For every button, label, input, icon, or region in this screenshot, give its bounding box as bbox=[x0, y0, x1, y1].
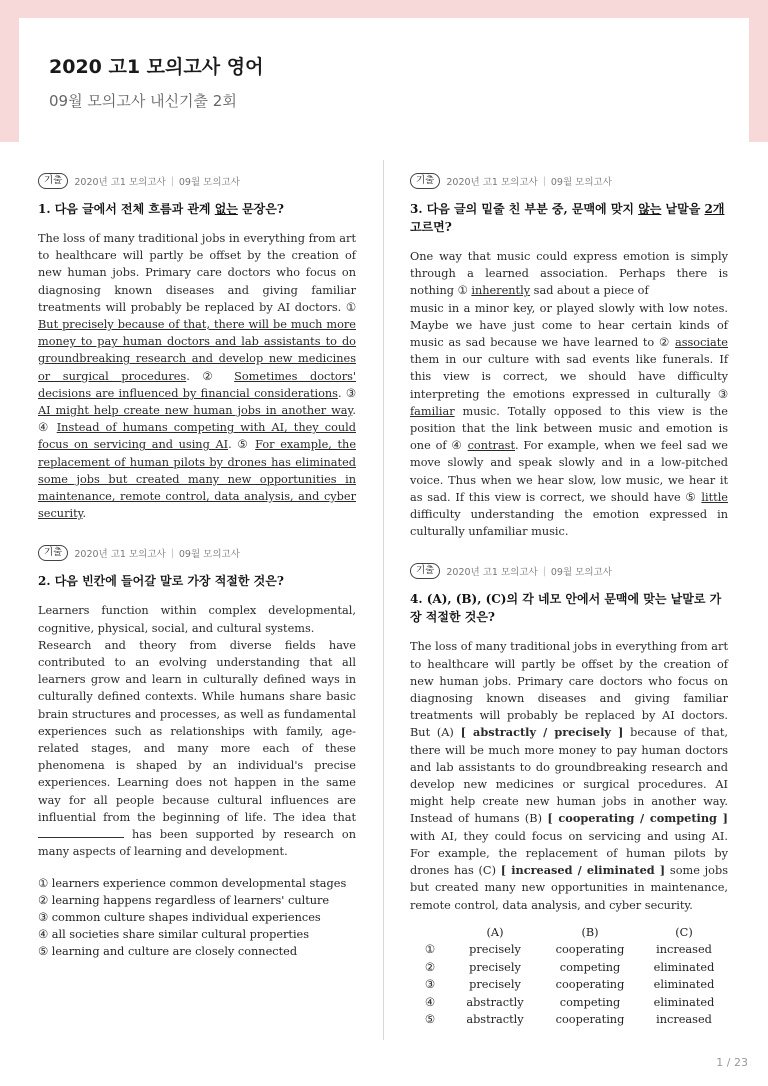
source-month: 09월 모의고사 bbox=[550, 177, 612, 188]
question-2-choices bbox=[38, 875, 356, 961]
question-3-passage: One way that music could express emotion is simply through a learned association. Perhaps there is nothing ① inherently sad about a piece of music in a minor key, or played slowly with low notes. Maybe we have just come to hear certain kinds of music as sad because we have learned to ② associate them in our culture with sad events like funerals. If this view is correct, we should have difficulty interpreting the emotions expressed in culturally ③ familiar music. Totally opposed to this view is the position that the link between music and emotion is one of ④ contrast. For example, when we feel sad we move slowly and speak slowly and in a low-pitched voice. Thus when we hear slow, low music, we hear it as sad. If this view is correct, we should have ⑤ little difficulty understanding the emotion expressed in culturally unfamiliar music. bbox=[410, 250, 728, 539]
question-4-passage: The loss of many traditional jobs in everything from art to healthcare will partly be offset by the creation of new human jobs. Primary care doctors who focus on diagnosing known diseases and giving familiar treatments will probably be replaced by AI doctors. But (A) [ abstractly / precisely ] because of that, there will be much more money to pay human doctors and lab assistants to do groundbreaking research and develop new medicines or surgical procedures. AI might help create new human jobs in another way. Instead of humans (B) [ cooperating / competing ] with AI, they could focus on servicing and using AI. For example, the replacement of human pilots by drones has (C) [ increased / eliminated ] some jobs but created many new opportunities in maintenance, remote control, data analysis, and cyber security. bbox=[410, 640, 728, 912]
answer-row[interactable]: ⑤ abstractly cooperating increased bbox=[424, 1013, 712, 1027]
source-year: 2020년 고1 모의고사 bbox=[446, 567, 538, 579]
left-column bbox=[38, 172, 356, 961]
answer-table bbox=[410, 924, 728, 1029]
question-1-title: 1. 다음 글에서 전체 흐름과 관계 없는 문장은? bbox=[38, 202, 284, 216]
answer-row[interactable]: ④ abstractly competing eliminated bbox=[424, 995, 715, 1009]
source-tag: 기출 bbox=[410, 173, 440, 189]
answer-row[interactable]: ① precisely cooperating increased bbox=[424, 943, 712, 957]
question-2-passage: Learners function within complex developmental, cognitive, physical, social, and cultural systems. Research and theory from diverse fields have contributed to an evolving understanding that all learners grow and learn in culturally defined ways in culturally defined contexts. While humans share basic brain structures and processes, as well as fundamental experiences such as relationships with family, age-related stages, and many more each of these phenomena is shaped by an individual's precise experiences. Learning does not happen in the same way for all people because cultural influences are influential from the beginning of life. The idea that has been supported by research on many aspects of learning and development. bbox=[38, 604, 356, 859]
answer-row[interactable]: ② precisely competing eliminated bbox=[424, 960, 715, 974]
choice-item[interactable]: ④ all societies share similar cultural properties bbox=[38, 928, 310, 942]
choice-item[interactable]: ② learning happens regardless of learners' culture bbox=[38, 893, 330, 907]
answer-blank bbox=[38, 827, 124, 838]
source-month: 09월 모의고사 bbox=[178, 177, 240, 188]
source-year: 2020년 고1 모의고사 bbox=[74, 177, 166, 188]
question-4-title: 4. (A), (B), (C)의 각 네모 안에서 문맥에 맞는 낱말로 가장 적절한 것은? bbox=[410, 592, 722, 625]
question-1-source: 기출 2020년 고1 모의고사 | 09월 모의고사 bbox=[38, 172, 356, 190]
source-tag: 기출 bbox=[38, 173, 68, 189]
question-4-source: 기출 2020년 고1 모의고사 | 09월 모의고사 bbox=[410, 562, 728, 580]
box-a: [ abstractly / precisely ] bbox=[460, 725, 624, 740]
answer-row[interactable]: ③ precisely cooperating eliminated bbox=[424, 978, 715, 992]
page-number: 1 / 23 bbox=[716, 1056, 748, 1069]
right-column bbox=[410, 172, 728, 1029]
question-3-source: 기출 2020년 고1 모의고사 | 09월 모의고사 bbox=[410, 172, 728, 190]
header-card bbox=[19, 18, 749, 142]
column-divider bbox=[383, 160, 384, 1040]
answer-table-header: (A) (B) (C) bbox=[486, 925, 693, 939]
page-title: 2020 고1 모의고사 영어 bbox=[49, 56, 264, 78]
choice-item[interactable]: ⑤ learning and culture are closely connected bbox=[38, 945, 298, 959]
box-b: [ cooperating / competing ] bbox=[547, 811, 728, 826]
source-tag: 기출 bbox=[38, 545, 68, 561]
box-c: [ increased / eliminated ] bbox=[500, 863, 666, 878]
question-2-source: 기출 2020년 고1 모의고사 | 09월 모의고사 bbox=[38, 544, 356, 562]
source-year: 2020년 고1 모의고사 bbox=[74, 549, 166, 561]
choice-item[interactable]: ③ common culture shapes individual experiences bbox=[38, 910, 321, 924]
choice-item[interactable]: ① learners experience common developmental stages bbox=[38, 876, 347, 890]
page-subtitle: 09월 모의고사 내신기출 2회 bbox=[49, 92, 237, 110]
source-year: 2020년 고1 모의고사 bbox=[446, 177, 538, 188]
source-month: 09월 모의고사 bbox=[178, 549, 240, 561]
source-month: 09월 모의고사 bbox=[550, 567, 612, 579]
question-3-title: 3. 다음 글의 밑줄 친 부분 중, 문맥에 맞지 않는 낱말을 2개 고르면? bbox=[410, 202, 725, 234]
question-1-passage: The loss of many traditional jobs in everything from art to healthcare will partly be offset by the creation of new human jobs. Primary care doctors who focus on diagnosing known diseases and giving familiar treatments will probably be replaced by AI doctors. ① But precisely because of that, there will be much more money to pay human doctors and lab assistants to do groundbreaking research and develop new medicines or surgical procedures. ② Sometimes doctors' decisions are influenced by financial considerations. ③ AI might help create new human jobs in another way. ④ Instead of humans competing with AI, they could focus on servicing and using AI. ⑤ For example, the replacement of human pilots by drones has eliminated some jobs but created many new opportunities in maintenance, remote control, data analysis, and cyber security. bbox=[38, 232, 357, 521]
source-tag: 기출 bbox=[410, 563, 440, 579]
question-2-title: 2. 다음 빈칸에 들어갈 말로 가장 적절한 것은? bbox=[38, 574, 284, 589]
